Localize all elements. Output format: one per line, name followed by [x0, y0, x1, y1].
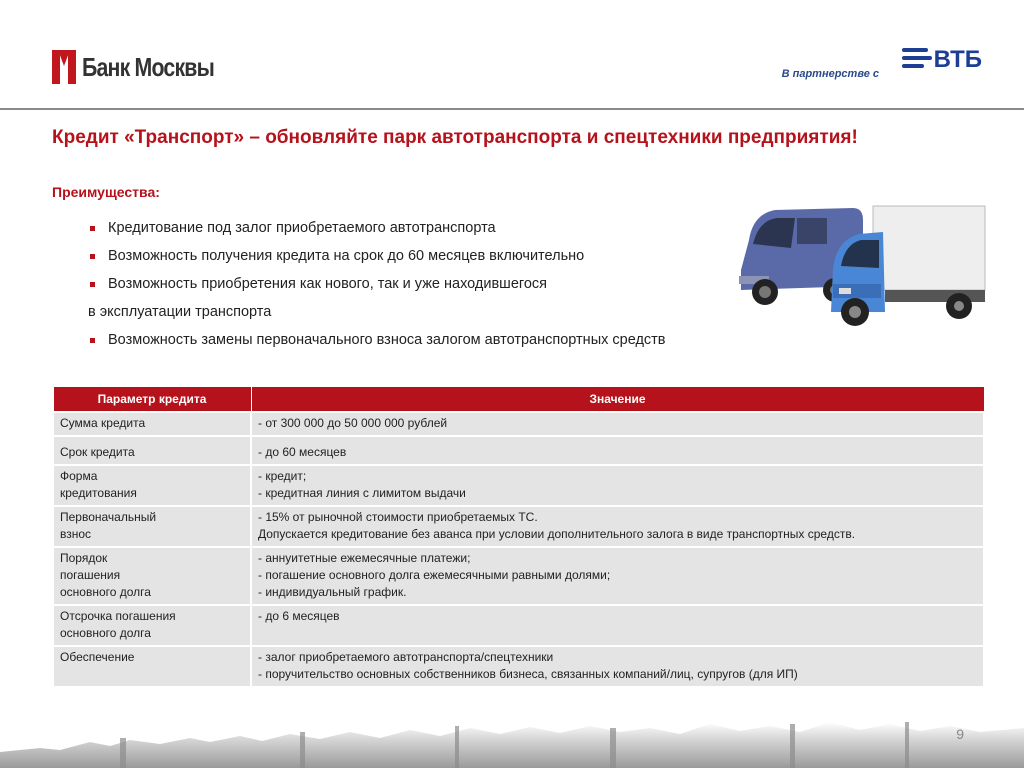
value-text: - залог приобретаемого автотранспорта/спецтехники - поручительство основных собственников бизнеса, связанных компаний/лиц, супругов (для ИП) — [258, 650, 798, 681]
value-text: - до 60 месяцев — [258, 445, 347, 459]
table-row — [53, 465, 984, 506]
bullet-icon — [90, 226, 95, 231]
header-divider — [0, 108, 1024, 110]
value-cell — [251, 547, 984, 605]
vtb-logo-mark-icon — [902, 46, 932, 72]
table-header-row — [53, 387, 984, 413]
bullet-icon — [90, 338, 95, 343]
value-text: - аннуитетные ежемесячные платежи; - погашение основного долга ежемесячными равными долями; - индивидуальный график. — [258, 551, 611, 599]
param-text: Первоначальный взнос — [60, 510, 157, 541]
table-row — [53, 646, 984, 687]
param-text: Порядок погашения основного долга — [60, 551, 151, 599]
bullet-icon — [90, 282, 95, 287]
bank-logo-mark-icon — [52, 50, 76, 84]
table-row — [53, 506, 984, 547]
value-cell — [251, 412, 984, 436]
bullet-icon — [90, 254, 95, 259]
column-header-parameter: Параметр кредита — [53, 387, 251, 413]
param-text: Обеспечение — [60, 650, 135, 664]
param-text: Форма кредитования — [60, 469, 137, 500]
param-text: Отсрочка погашения основного долга — [60, 609, 176, 640]
value-text: - до 6 месяцев — [258, 609, 340, 623]
advantages-heading: Преимущества: — [52, 184, 160, 200]
list-item-text: Возможность замены первоначального взноса залогом автотранспортных средств — [108, 332, 666, 348]
bank-of-moscow-logo — [52, 50, 243, 84]
param-cell — [53, 646, 251, 687]
credit-parameters-table — [52, 386, 985, 688]
value-cell — [251, 465, 984, 506]
list-item-text: Возможность приобретения как нового, так и уже находившегося — [108, 276, 548, 292]
value-text: - кредит; - кредитная линия с лимитом выдачи — [258, 469, 466, 500]
param-cell — [53, 547, 251, 605]
param-cell — [53, 605, 251, 646]
list-item — [90, 326, 790, 354]
list-item-continuation: в эксплуатации транспорта — [88, 304, 272, 320]
table-row — [53, 412, 984, 436]
advantages-list — [90, 214, 790, 354]
list-item — [90, 242, 790, 270]
param-text: Срок кредита — [60, 445, 135, 459]
list-item-text: Возможность получения кредита на срок до 60 месяцев включительно — [108, 248, 585, 264]
param-cell — [53, 436, 251, 465]
partner-text: В партнерстве с — [781, 68, 879, 80]
column-header-value: Значение — [251, 387, 984, 413]
table-row — [53, 605, 984, 646]
value-text: - от 300 000 до 50 000 000 рублей — [258, 416, 448, 430]
value-cell — [251, 436, 984, 465]
table-row — [53, 547, 984, 605]
param-cell — [53, 465, 251, 506]
city-skyline-image — [0, 712, 1024, 768]
param-cell — [53, 412, 251, 436]
vtb-logo — [902, 46, 982, 72]
param-text: Сумма кредита — [60, 416, 146, 430]
value-cell — [251, 646, 984, 687]
list-item — [90, 270, 790, 298]
bank-name: Банк Москвы — [82, 51, 214, 82]
list-item — [90, 214, 790, 242]
page-number: 9 — [956, 726, 964, 742]
value-cell — [251, 506, 984, 547]
value-text: - 15% от рыночной стоимости приобретаемых ТС. Допускается кредитование без аванса при условии дополнительного залога в виде транспортных средств. — [258, 510, 856, 541]
trucks-illustration — [735, 200, 990, 330]
value-cell — [251, 605, 984, 646]
vtb-name: ВТБ — [933, 46, 982, 73]
table-row — [53, 436, 984, 465]
list-item-text: Кредитование под залог приобретаемого автотранспорта — [108, 220, 496, 236]
param-cell — [53, 506, 251, 547]
page-title: Кредит «Транспорт» – обновляйте парк автотранспорта и спецтехники предприятия! — [52, 127, 858, 148]
